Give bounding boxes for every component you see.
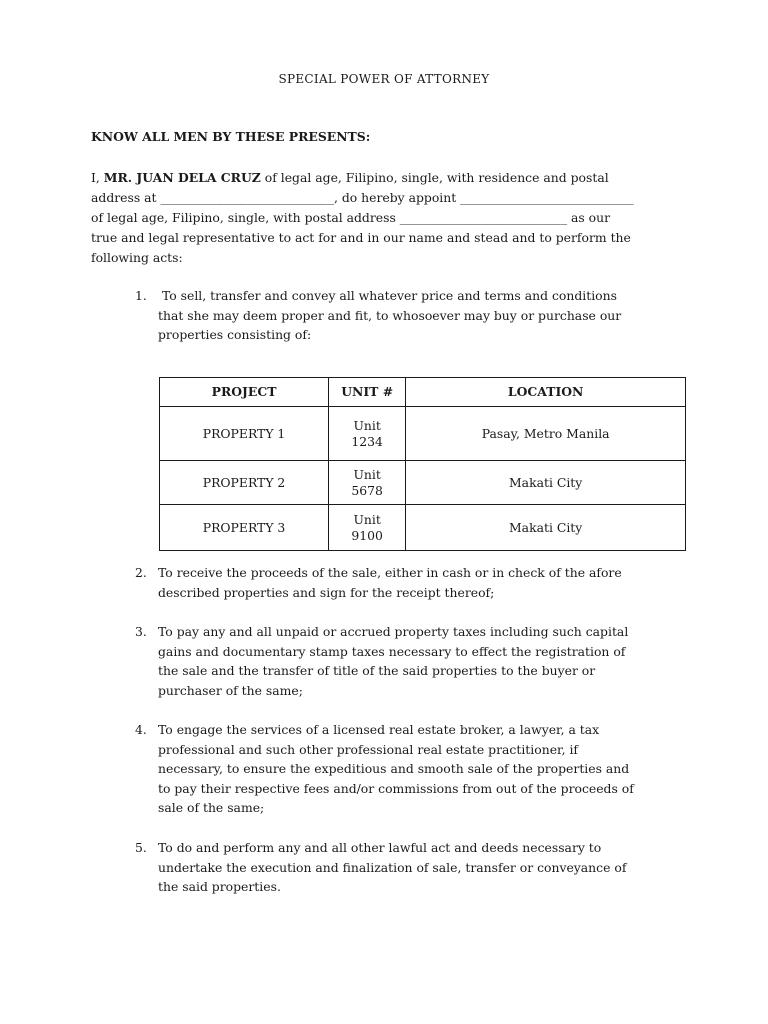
item-line: that she may deem proper and fit, to whosoever may buy or purchase our <box>158 307 622 323</box>
preamble-heading: KNOW ALL MEN BY THESE PRESENTS: <box>91 129 371 144</box>
header-project: PROJECT <box>160 378 329 407</box>
table-row <box>160 407 686 461</box>
intro-prefix: I, <box>91 170 104 185</box>
item-number: 3. <box>135 624 147 639</box>
intro-line-1-rest: of legal age, Filipino, single, with residence and postal <box>260 170 609 185</box>
item-line: properties consisting of: <box>158 327 312 343</box>
appointee-blank: ____________________________ <box>460 190 634 205</box>
table-header-row <box>160 378 686 407</box>
list-item-1 <box>135 286 675 345</box>
cell-project: PROPERTY 1 <box>160 407 329 461</box>
unit-number: 5678 <box>351 482 383 498</box>
list-item-3 <box>135 622 675 700</box>
item-number: 2. <box>135 565 147 580</box>
list-item-2 <box>135 563 675 602</box>
intro-line-3-rest: as our <box>567 210 611 225</box>
unit-number: 9100 <box>351 527 383 543</box>
intro-line-4: true and legal representative to act for and in our name and stead and to perform the <box>91 230 631 245</box>
item-line: the said properties. <box>158 879 281 895</box>
postal-address-label: of legal age, Filipino, single, with postal address <box>91 210 400 225</box>
cell-location: Makati City <box>406 461 686 505</box>
intro-line-5: following acts: <box>91 250 183 265</box>
intro-line-1 <box>91 168 681 188</box>
properties-table <box>159 377 686 551</box>
item-line: To engage the services of a licensed real estate broker, a lawyer, a tax <box>158 722 600 737</box>
item-line: professional and such other professional real estate practitioner, if <box>158 741 579 757</box>
unit-number: 1234 <box>351 433 383 449</box>
item-number: 4. <box>135 722 147 737</box>
item-line: undertake the execution and finalization of sale, transfer or conveyance of <box>158 859 627 875</box>
document-title: SPECIAL POWER OF ATTORNEY <box>278 72 490 86</box>
item-number: 1. <box>135 288 147 303</box>
table-row <box>160 461 686 505</box>
unit-label: Unit <box>353 417 381 433</box>
item-line: the sale and the transfer of title of the said properties to the buyer or <box>158 663 596 679</box>
item-line: gains and documentary stamp taxes necessary to effect the registration of <box>158 643 626 659</box>
list-item-4 <box>135 720 675 818</box>
cell-location: Pasay, Metro Manila <box>406 407 686 461</box>
address-blank: ____________________________ <box>160 190 334 205</box>
postal-address-blank: ___________________________ <box>399 210 568 225</box>
cell-project: PROPERTY 3 <box>160 505 329 551</box>
item-line: To pay any and all unpaid or accrued property taxes including such capital <box>158 624 629 639</box>
header-location: LOCATION <box>406 378 686 407</box>
intro-line-2 <box>91 188 681 208</box>
principal-name: MR. JUAN DELA CRUZ <box>103 170 261 185</box>
item-line: To sell, transfer and convey all whatever price and terms and conditions <box>158 288 617 303</box>
cell-unit <box>329 505 406 551</box>
item-line: sale of the same; <box>158 800 265 816</box>
item-line: described properties and sign for the receipt thereof; <box>158 584 495 600</box>
unit-label: Unit <box>353 511 381 527</box>
item-line: necessary, to ensure the expeditious and smooth sale of the properties and <box>158 761 630 777</box>
cell-project: PROPERTY 2 <box>160 461 329 505</box>
header-unit: UNIT # <box>329 378 406 407</box>
table-row <box>160 505 686 551</box>
cell-unit <box>329 407 406 461</box>
cell-location: Makati City <box>406 505 686 551</box>
unit-label: Unit <box>353 466 381 482</box>
item-line: To receive the proceeds of the sale, either in cash or in check of the afore <box>158 565 622 580</box>
intro-line-3 <box>91 208 681 228</box>
item-line: To do and perform any and all other lawful act and deeds necessary to <box>158 840 602 855</box>
address-label: address at <box>91 190 161 205</box>
appoint-text: , do hereby appoint <box>333 190 461 205</box>
item-line: purchaser of the same; <box>158 682 303 698</box>
item-number: 5. <box>135 840 147 855</box>
intro-paragraph <box>91 168 681 268</box>
item-line: to pay their respective fees and/or commissions from out of the proceeds of <box>158 780 634 796</box>
cell-unit <box>329 461 406 505</box>
list-item-5 <box>135 838 675 897</box>
